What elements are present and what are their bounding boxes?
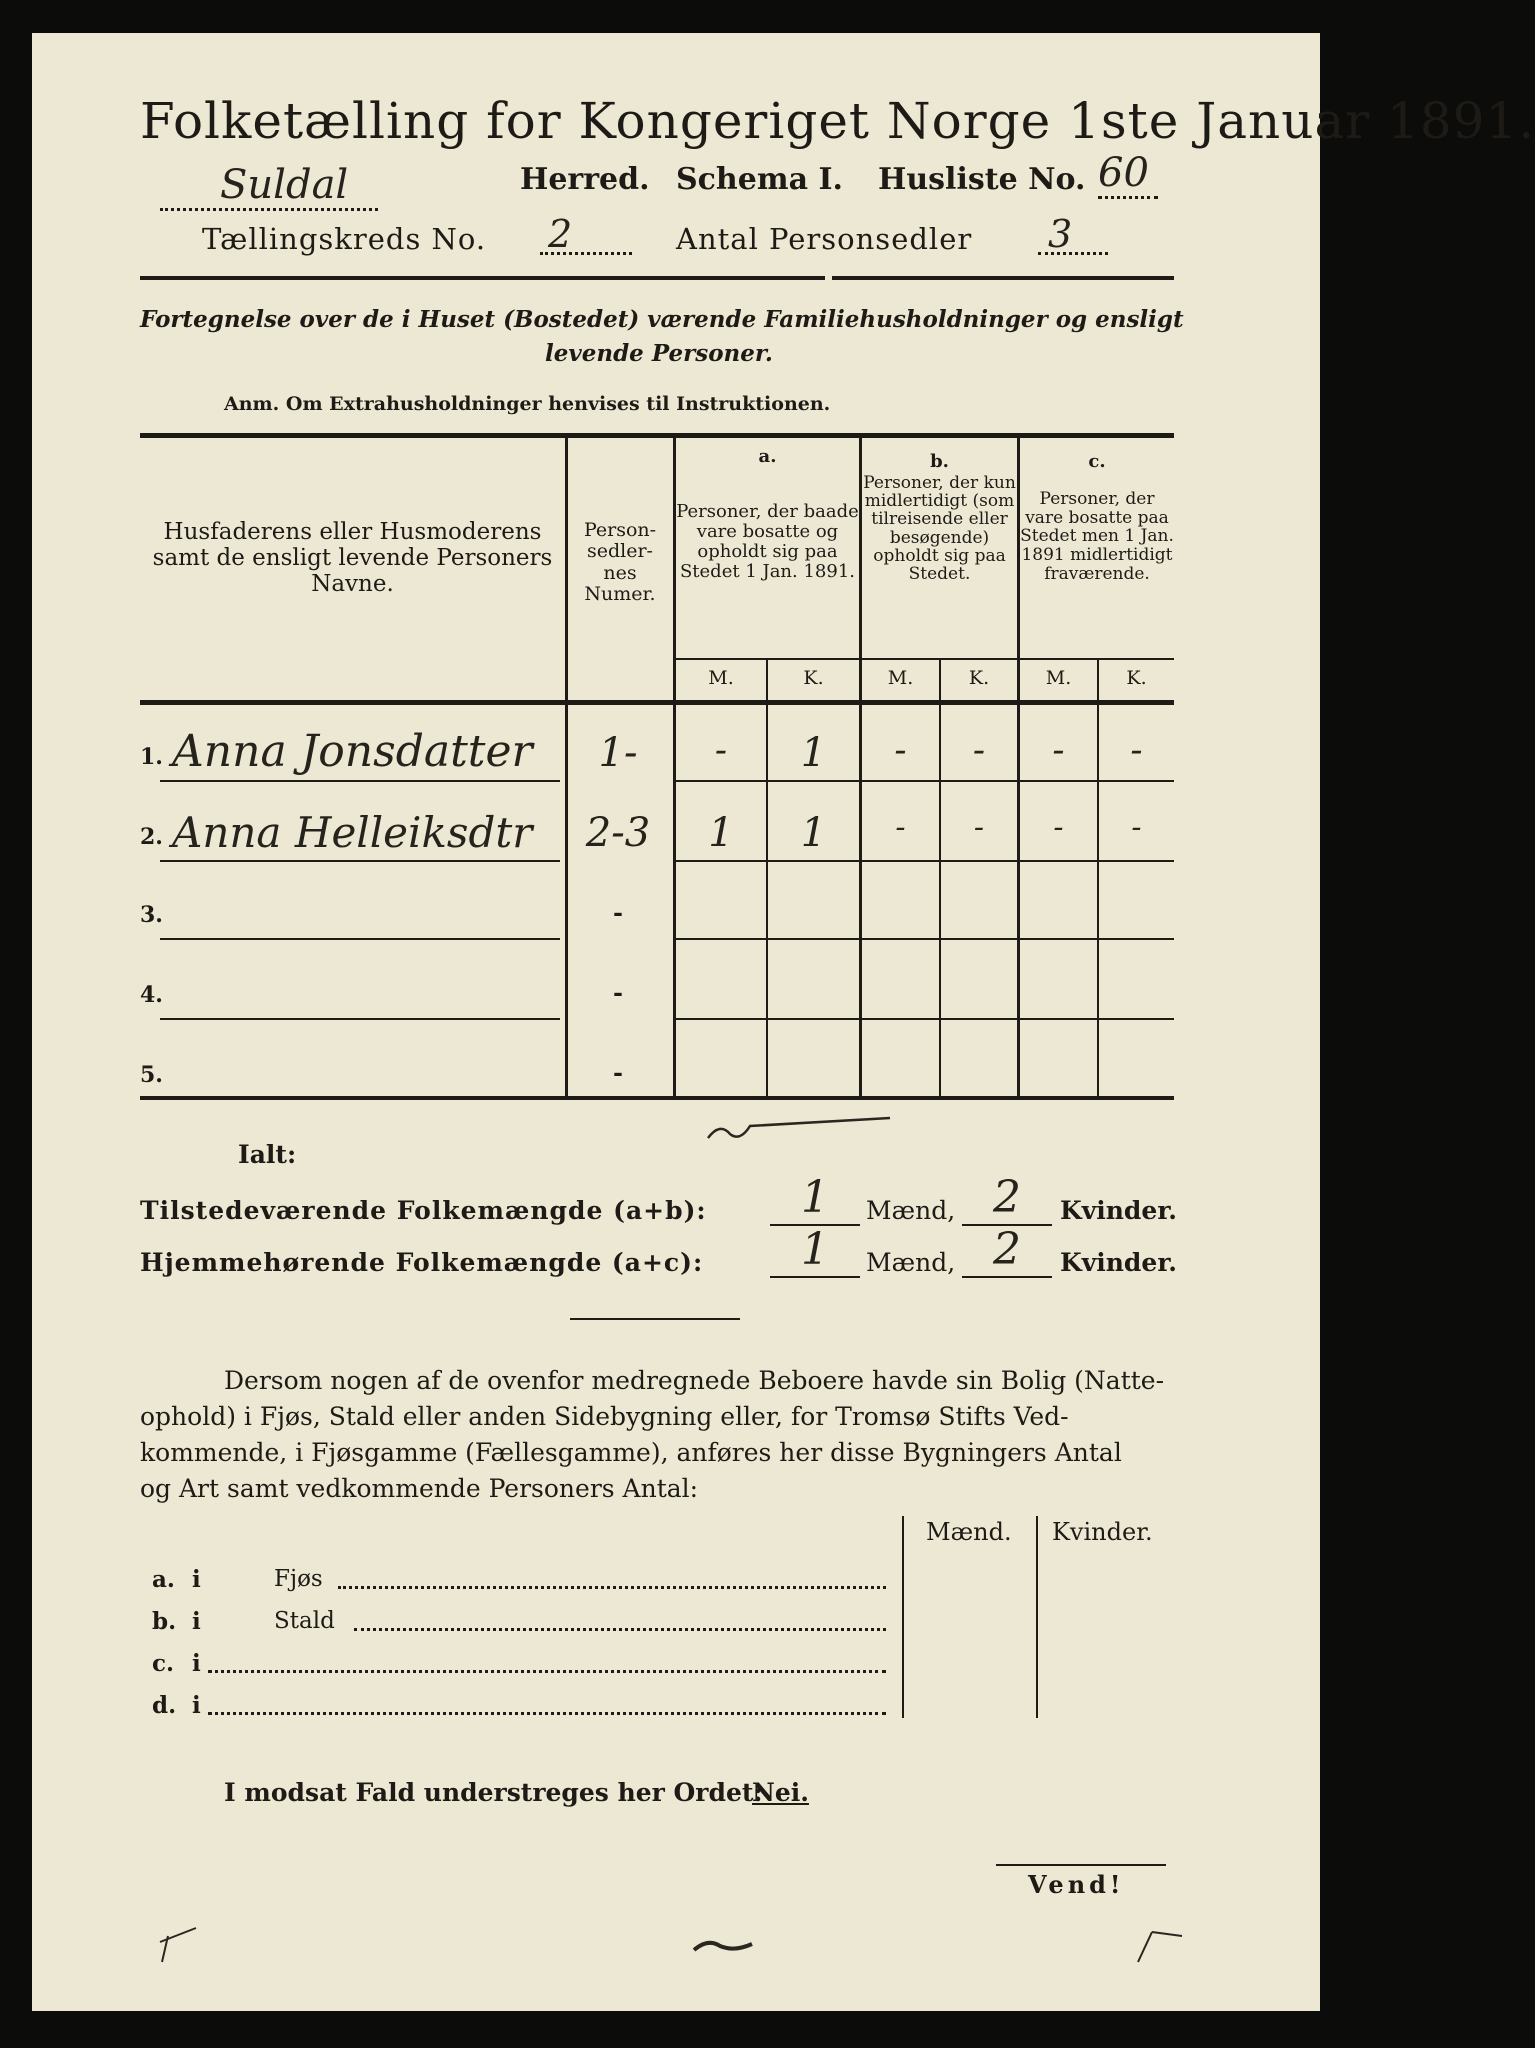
- husliste-dots: [1098, 196, 1158, 199]
- row-2-name: Anna Helleiksdtr: [172, 808, 533, 857]
- a-m-header: M.: [708, 667, 734, 689]
- header-rule-left: [140, 276, 825, 280]
- col-header-c: Personer, der vare bosatte paa Stedet men 1 Jan. 1891 midlertidigt fraværende.: [1020, 489, 1174, 584]
- row-2-c-m: -: [1053, 810, 1064, 845]
- col-divider-a-mk: [766, 660, 768, 1098]
- building-c-dots: [208, 1670, 886, 1673]
- hjemme-label: Hjemmehørende Folkemængde (a+c):: [140, 1248, 704, 1277]
- anm-note: Anm. Om Extrahusholdninger henvises til Instruktionen.: [224, 393, 831, 415]
- husliste-value: 60: [1098, 150, 1149, 196]
- stray-mark-center: [690, 1930, 760, 1960]
- building-b-dots: [354, 1628, 886, 1631]
- row-2-b-m: -: [895, 810, 906, 845]
- b-m-header: M.: [887, 667, 914, 689]
- row-2-number: 2.: [140, 824, 163, 850]
- row-1-a-m: -: [714, 730, 728, 771]
- building-d-dots: [208, 1712, 886, 1715]
- building-b-letter: b.: [152, 1608, 177, 1635]
- kreds-dots: [540, 252, 632, 255]
- col-header-numer: Person-sedler-nes Numer.: [583, 519, 657, 605]
- mk-rule: [676, 658, 1174, 660]
- personsedler-dots: [1038, 252, 1108, 255]
- building-a-label: Fjøs: [274, 1566, 323, 1592]
- col-divider-b-mk: [939, 660, 941, 1098]
- row-1-a-k: 1: [800, 730, 827, 776]
- row-5-number: 5.: [140, 1062, 163, 1088]
- row-4-numer: -: [613, 978, 623, 1007]
- row-4-line: [160, 1018, 560, 1020]
- schema-label: Schema I.: [676, 162, 843, 197]
- row-2-numer: 2-3: [585, 810, 651, 856]
- row-1-b-k: -: [972, 730, 986, 771]
- row-2-line: [160, 860, 560, 862]
- b-k-header: K.: [968, 667, 990, 689]
- vend-label: Vend!: [1028, 1870, 1125, 1899]
- row-1-line-right: [676, 780, 1174, 782]
- row-5-numer: -: [613, 1058, 623, 1087]
- row-2-b-k: -: [973, 810, 985, 845]
- kreds-label: Tællingskreds No.: [202, 222, 487, 256]
- buildings-divider-1: [902, 1516, 904, 1718]
- building-d-letter: d.: [152, 1692, 177, 1719]
- row-1-c-k: -: [1130, 730, 1143, 771]
- building-b-label: Stald: [274, 1608, 335, 1634]
- buildings-line1: Dersom nogen af de ovenfor medregnede Beboere havde sin Bolig (Natte-: [224, 1366, 1165, 1395]
- row-2-a-k: 1: [800, 810, 827, 856]
- intro-line2: levende Personer.: [545, 340, 773, 367]
- building-c-i: i: [192, 1650, 201, 1677]
- tilstede-label: Tilstedeværende Folkemængde (a+b):: [140, 1196, 707, 1225]
- stray-mark-left: [150, 1918, 210, 1968]
- row-1-line: [160, 780, 560, 782]
- row-4-line-right: [676, 1018, 1174, 1020]
- tilstede-maend-value: 1: [770, 1172, 860, 1226]
- ialt-label: Ialt:: [238, 1140, 297, 1169]
- row-2-a-m: 1: [708, 810, 734, 856]
- tilstede-kvinder-label: Kvinder.: [1060, 1196, 1177, 1225]
- row-3-number: 3.: [140, 902, 163, 928]
- col-header-a-letter: a.: [758, 446, 777, 467]
- kreds-value: 2: [548, 212, 573, 256]
- row-1-c-m: -: [1052, 730, 1065, 771]
- vend-rule: [996, 1864, 1166, 1866]
- buildings-divider-2: [1036, 1516, 1038, 1718]
- buildings-maend-header: Mænd.: [926, 1518, 1012, 1546]
- building-c-letter: c.: [152, 1650, 175, 1677]
- row-1-name: Anna Jonsdatter: [172, 726, 533, 777]
- row-1-number: 1.: [140, 744, 163, 770]
- col-header-c-letter: c.: [1088, 451, 1106, 472]
- row-1-b-m: -: [894, 730, 907, 771]
- buildings-kvinder-header: Kvinder.: [1052, 1518, 1153, 1546]
- husliste-label: Husliste No.: [878, 162, 1086, 197]
- building-b-i: i: [192, 1608, 201, 1635]
- hjemme-maend-label: Mænd,: [866, 1248, 956, 1277]
- row-1-numer: 1-: [598, 730, 638, 776]
- row-2-c-k: -: [1131, 810, 1142, 845]
- col-divider-c-mk: [1097, 660, 1099, 1098]
- modsat-text: I modsat Fald understreges her Ordet:: [224, 1778, 763, 1807]
- col-header-names: Husfaderens eller Husmoderens samt de ensligt levende Personers Navne.: [152, 519, 553, 597]
- intro-line1: Fortegnelse over de i Huset (Bostedet) værende Familiehusholdninger og ensligt: [140, 306, 1184, 333]
- c-m-header: M.: [1045, 667, 1072, 689]
- herred-label: Herred.: [520, 162, 650, 197]
- row-3-numer: -: [613, 898, 623, 927]
- col-header-a: Personer, der baade vare bosatte og opholdt sig paa Stedet 1 Jan. 1891.: [676, 501, 859, 583]
- row-3-line: [160, 938, 560, 940]
- a-k-header: K.: [803, 667, 824, 689]
- tilstede-kvinder-value: 2: [962, 1172, 1052, 1226]
- herred-value: Suldal: [160, 162, 378, 211]
- tilstede-maend-label: Mænd,: [866, 1196, 956, 1225]
- hjemme-maend-value: 1: [770, 1224, 860, 1278]
- personsedler-label: Antal Personsedler: [676, 222, 973, 256]
- stray-mark-right: [1130, 1918, 1190, 1968]
- building-a-letter: a.: [152, 1566, 175, 1593]
- form-title: Folketælling for Kongeriget Norge 1ste Januar 1891.: [140, 92, 1535, 150]
- separator-rule: [570, 1318, 740, 1320]
- buildings-line3: kommende, i Fjøsgamme (Fællesgamme), anføres her disse Bygningers Antal: [140, 1438, 1122, 1467]
- row-3-line-right: [676, 938, 1174, 940]
- row-4-number: 4.: [140, 982, 163, 1008]
- header-rule-right: [832, 276, 1174, 280]
- nei-word: Nei.: [752, 1778, 809, 1807]
- personsedler-value: 3: [1048, 212, 1073, 256]
- building-a-dots: [338, 1586, 886, 1589]
- herred-field: [160, 162, 378, 208]
- building-d-i: i: [192, 1692, 201, 1719]
- col-header-b-letter: b.: [930, 451, 949, 472]
- c-k-header: K.: [1126, 667, 1147, 689]
- col-header-b: Personer, der kun midlertidigt (som tilreisende eller besøgende) opholdt sig paa Stedet.: [863, 473, 1016, 584]
- buildings-line4: og Art samt vedkommende Personers Antal:: [140, 1474, 699, 1503]
- pencil-mark: [700, 1112, 900, 1148]
- row-2-line-right: [676, 860, 1174, 862]
- buildings-line2: ophold) i Fjøs, Stald eller anden Sidebygning eller, for Tromsø Stifts Ved-: [140, 1402, 1069, 1431]
- hjemme-kvinder-label: Kvinder.: [1060, 1248, 1177, 1277]
- building-a-i: i: [192, 1566, 201, 1593]
- hjemme-kvinder-value: 2: [962, 1224, 1052, 1278]
